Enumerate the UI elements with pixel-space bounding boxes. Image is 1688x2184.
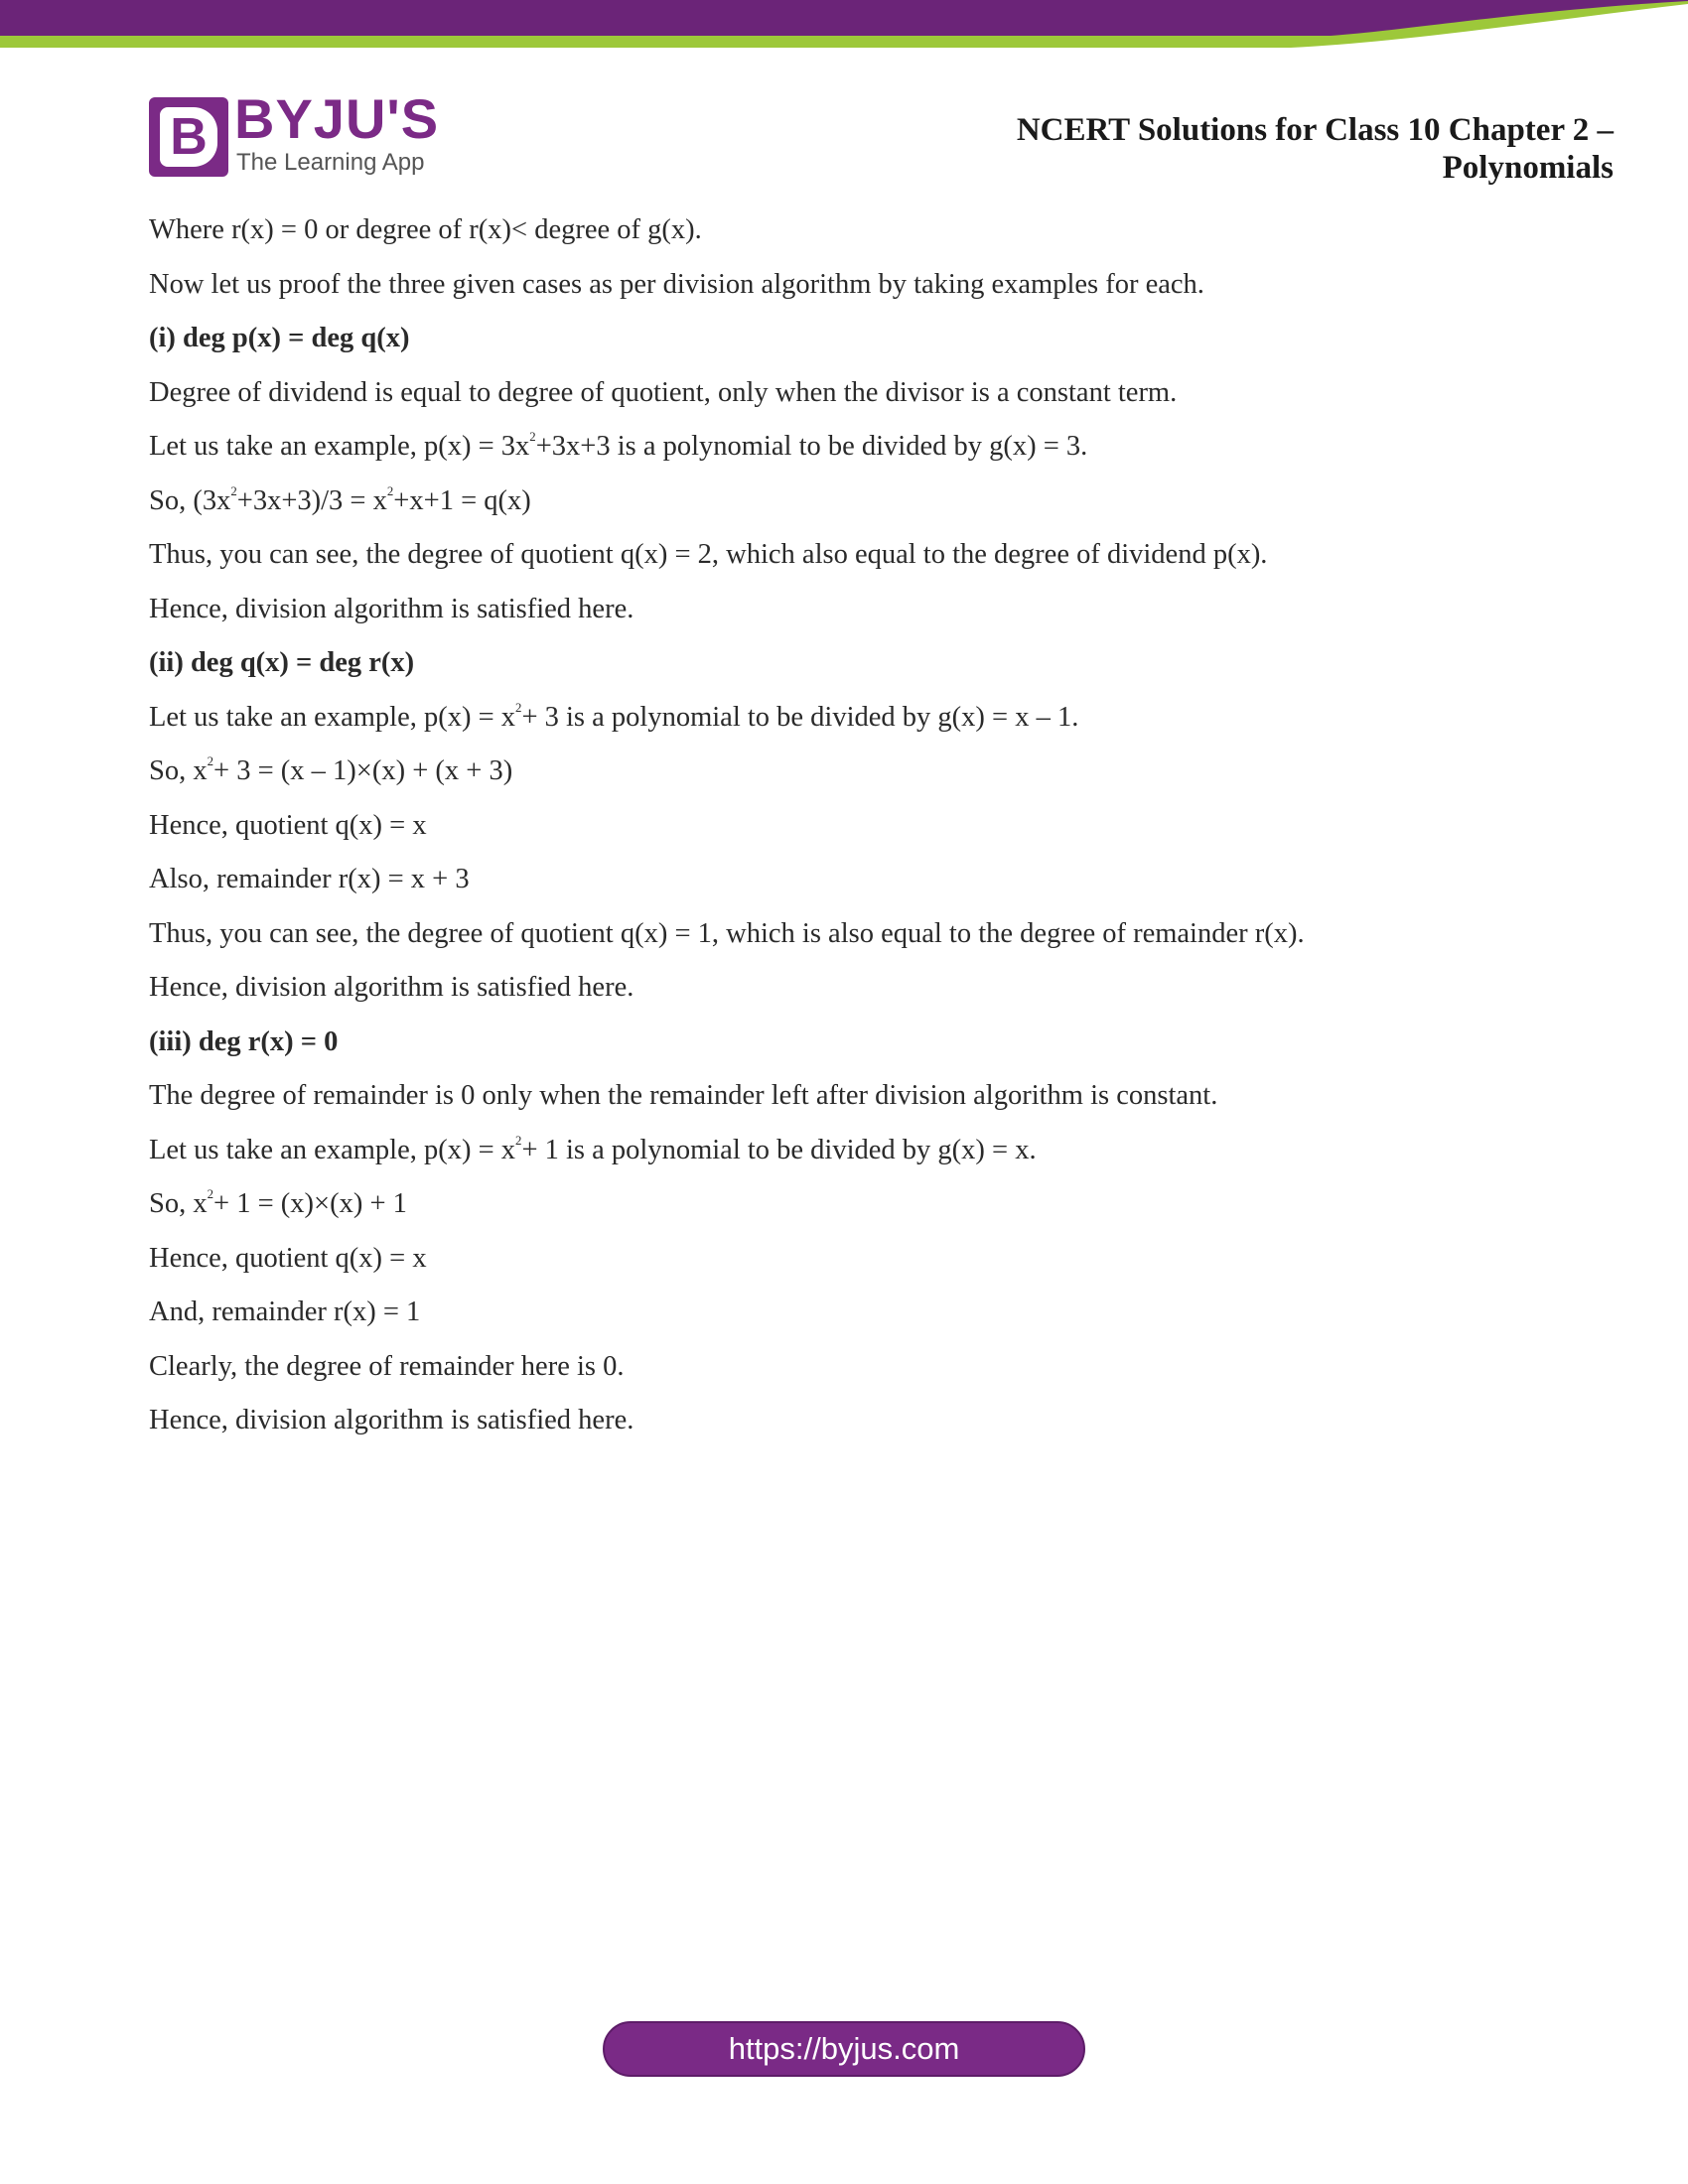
body-line: Thus, you can see, the degree of quotient q(x) = 1, which is also equal to the degree of remainder r(x). bbox=[149, 917, 1305, 949]
equation-line: So, $x^2+ 3 = (x - 1)\times(x) + (x + 3)$ bbox=[149, 753, 513, 786]
body-line: Let us take an example, $p(x) = x^2+ 1$ is a polynomial to be divided by g(x) = x. bbox=[149, 1133, 1037, 1165]
case-heading-ii: (ii) deg q(x) = deg r(x) bbox=[149, 647, 415, 678]
body-line: Hence, quotient q(x) = x bbox=[149, 1242, 427, 1274]
logo-brand-name: BYJU'S bbox=[234, 87, 440, 150]
body-line: Clearly, the degree of remainder here is 0. bbox=[149, 1350, 625, 1382]
body-line: Thus, you can see, the degree of quotient q(x) = 2, which also equal to the degree of dividend p(x). bbox=[149, 539, 1268, 570]
body-line: Hence, division algorithm is satisfied here. bbox=[149, 1405, 634, 1435]
footer-url-link[interactable]: https://byjus.com bbox=[603, 2021, 1085, 2077]
logo-icon-box bbox=[149, 97, 228, 177]
body-line: Let us take an example, $p(x) = 3x^2+3x+3$ is a polynomial to be divided by g(x) = 3. bbox=[149, 429, 1088, 462]
equation-line: So, $x^2+ 1 = (x)\times(x) + 1$ bbox=[149, 1186, 407, 1219]
header-title-line-1: NCERT Solutions for Class 10 Chapter 2 – bbox=[1016, 112, 1614, 148]
body-line: Where r(x) = 0 or degree of r(x)< degree of g(x). bbox=[149, 214, 702, 245]
case-heading-i: (i) deg p(x) = deg q(x) bbox=[149, 323, 410, 353]
logo-b-icon: B bbox=[160, 107, 217, 167]
body-line: Hence, division algorithm is satisfied here. bbox=[149, 593, 634, 624]
body-line: And, remainder r(x) = 1 bbox=[149, 1297, 421, 1327]
document-body bbox=[149, 210, 1539, 1455]
body-line: Hence, quotient q(x) = x bbox=[149, 809, 427, 841]
top-decorative-band bbox=[0, 0, 1688, 60]
body-line: Now let us proof the three given cases as per division algorithm by taking examples for each. bbox=[149, 268, 1204, 300]
logo-tagline: The Learning App bbox=[236, 149, 425, 176]
body-line: The degree of remainder is 0 only when the remainder left after division algorithm is constant. bbox=[149, 1080, 1218, 1111]
equation-line: So, $(3x^2+3x+3)/3 = x^2+x+1 = q(x)$ bbox=[149, 483, 531, 516]
body-line: Also, remainder r(x) = x + 3 bbox=[149, 864, 470, 894]
case-heading-iii: (iii) deg r(x) = 0 bbox=[149, 1025, 339, 1057]
header-title-line-2: Polynomials bbox=[1442, 150, 1614, 186]
body-line: Hence, division algorithm is satisfied here. bbox=[149, 972, 634, 1003]
byjus-logo bbox=[149, 87, 440, 181]
body-line: Degree of dividend is equal to degree of quotient, only when the divisor is a constant term. bbox=[149, 376, 1178, 408]
body-line: Let us take an example, $p(x) = x^2+ 3$ is a polynomial to be divided by g(x) = x – 1. bbox=[149, 700, 1079, 733]
document-header-title bbox=[918, 111, 1614, 187]
